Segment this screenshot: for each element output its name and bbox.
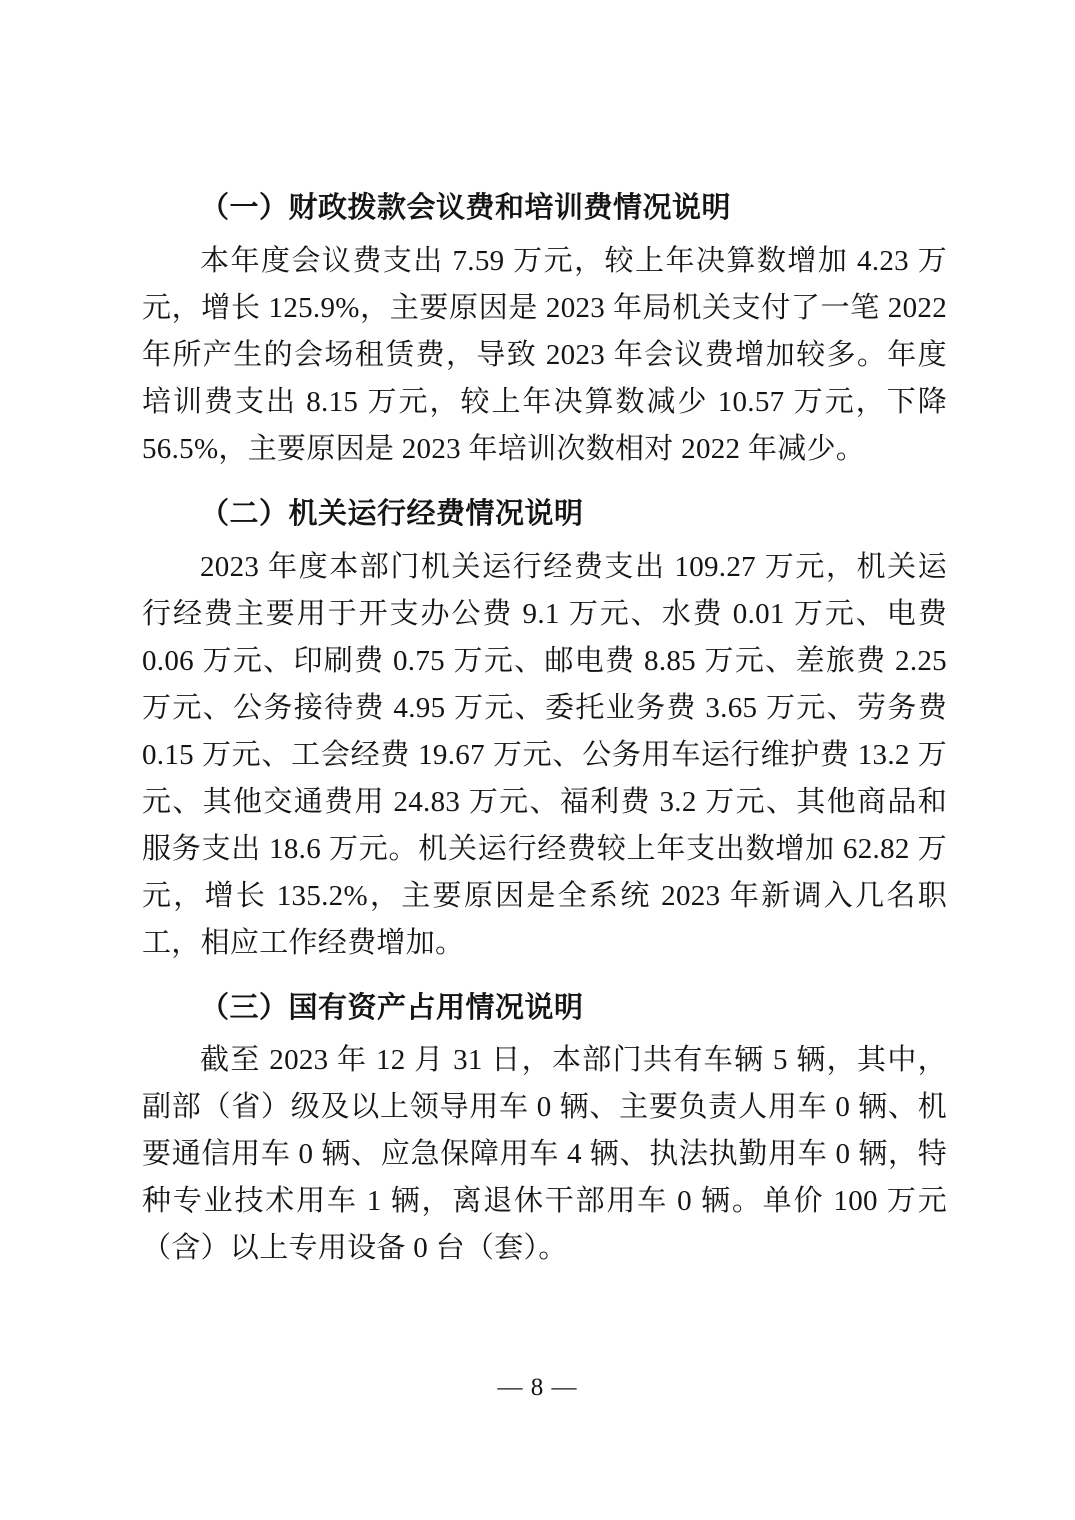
section-heading: （一）财政拨款会议费和培训费情况说明 [200,192,732,224]
section-operating-expenses [142,491,947,967]
section-meeting-training-fees [142,185,947,473]
section-heading: （三）国有资产占用情况说明 [200,991,584,1024]
page-footer [0,1374,1075,1402]
section-heading: （二）机关运行经费情况说明 [200,497,584,530]
document-body [142,185,947,1272]
section-paragraph: 本年度会议费支出 7.59 万元，较上年决算数增加 4.23 万元，增长 125.9%，主要原因是 2023 年局机关支付了一笔 2022 年所产生的会场租赁费，导致 2023 年会议费增加较多。年度培训费支出 8.15 万元，较上年决算数减少 10.57 万元，下降 56.5%，主要原因是 2023 年培训次数相对 2022 年减少。 [142,244,947,465]
section-paragraph: 截至 2023 年 12 月 31 日，本部门共有车辆 5 辆，其中，副部（省）级及以上领导用车 0 辆、主要负责人用车 0 辆、机要通信用车 0 辆、应急保障用车 4 辆、执法执勤用车 0 辆，特种专业技术用车 1 辆，离退休干部用车 0 辆。单价 100 万元（含）以上专用设备 0 台（套）。 [142,1044,947,1265]
section-paragraph: 2023 年度本部门机关运行经费支出 109.27 万元，机关运行经费主要用于开支办公费 9.1 万元、水费 0.01 万元、电费 0.06 万元、印刷费 0.75 万元、邮电费 8.85 万元、差旅费 2.25 万元、公务接待费 4.95 万元、委托业务费 3.65 万元、劳务费 0.15 万元、工会经费 19.67 万元、公务用车运行维护费 13.2 万元、其他交通费用 24.83 万元、福利费 3.2 万元、其他商品和服务支出 18.6 万元。机关运行经费较上年支出数增加 62.82 万元，增长 135.2%，主要原因是全系统 2023 年新调入几名职工，相应工作经费增加。 [142,550,947,959]
page-number: — 8 — [497,1374,578,1401]
section-state-assets [142,985,947,1273]
